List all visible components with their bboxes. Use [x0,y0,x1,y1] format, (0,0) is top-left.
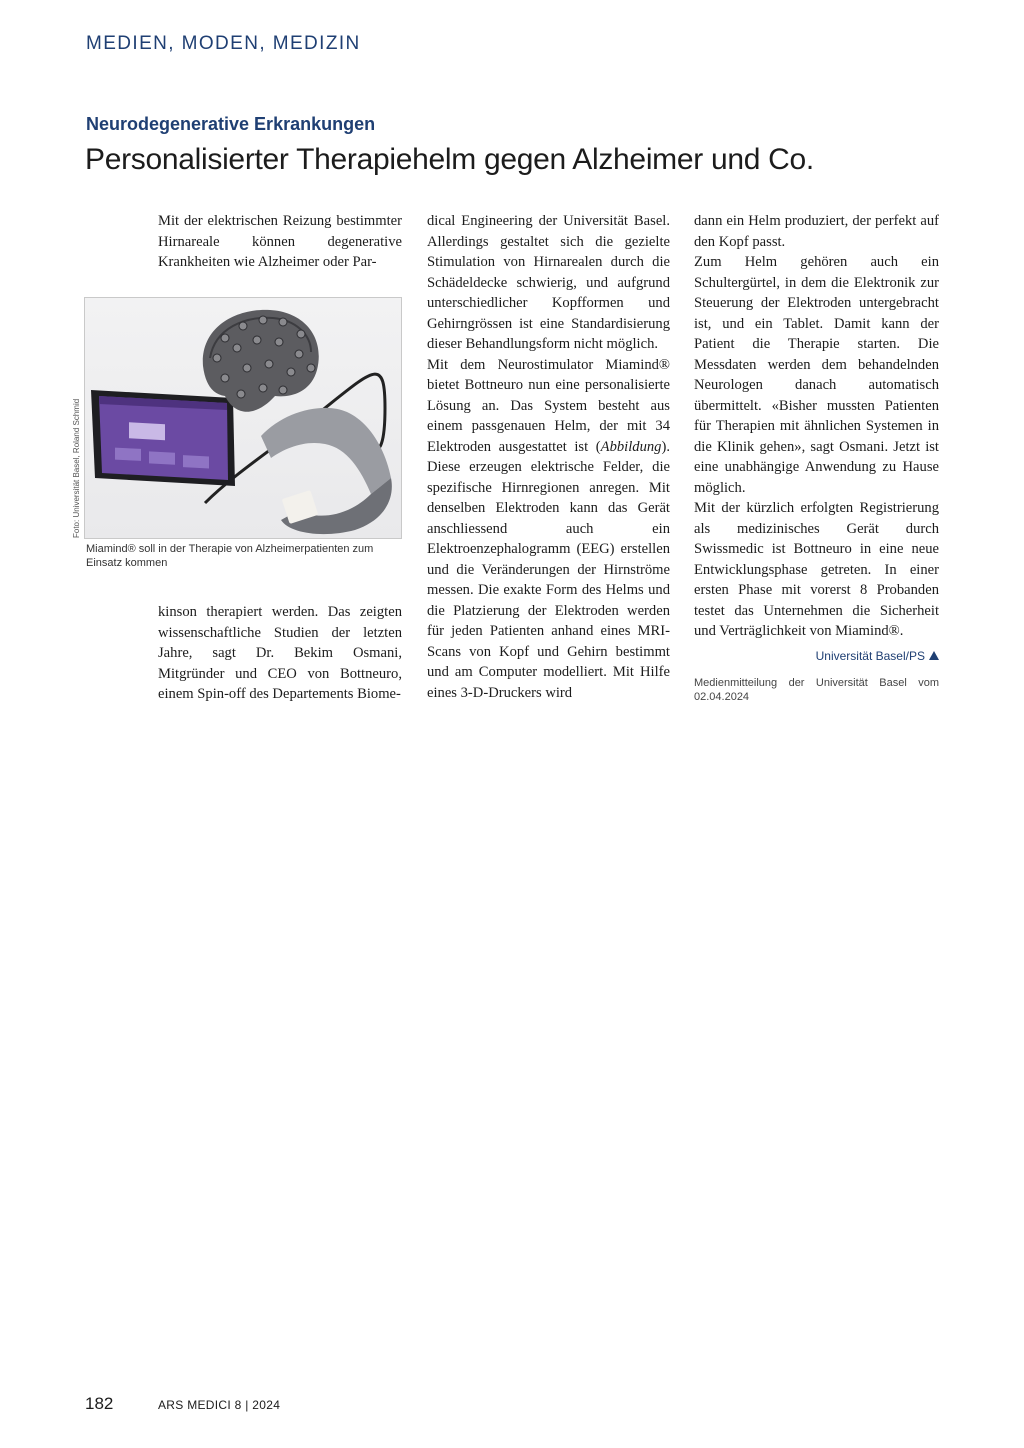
article-signature [694,646,939,667]
body-paragraph: Zum Helm gehören auch ein Schultergürtel, in dem die Elektronik zur Steuerung der Elektroden untergebracht ist, und ein Tablet. Damit kann der Patient die Therapie starten. Die Messdaten werden dem behandelnden Neurologen danach automatisch übermittelt. «Bisher mussten Patienten für Therapien mit ähnlichen Systemen in die Klinik gehen», sagt Osmani. Jetzt ist eine unabhängige Anwendung zu Hause möglich. [694,254,939,496]
body-text: ). Diese erzeugen elektrische Felder, die spezifische Hirnregionen anregen. Mit denselben Elektroden kann das Gerät anschliessend auch ein Elektroenzephalogramm (EEG) erstellen und die Veränderungen der Hirnströme messen. Die exakte Form des Helms und die Platzierung der Elektroden werden für jeden Patienten anhand eines MRI-Scans von Kopf und Gehirn bestimmt und am Computer modelliert. Mit Hilfe eines 3-D-Druckers wird [427,438,670,701]
article-column-1-top [158,211,402,273]
publication-info: ARS MEDICI 8 | 2024 [158,1398,281,1412]
signature-text: Universität Basel/PS [815,648,925,663]
body-paragraph: kinson therapiert werden. Das zeigten wissenschaftliche Studien der letzten Jahre, sagt Dr. Bekim Osmani, Mitgründer und CEO von Bottneuro, einem Spin-off des Departements Biome- [158,604,402,702]
figure-photo [85,298,402,539]
tablet-image-icon [91,390,235,486]
photo-credit: Foto: Universität Basel, Roland Schmid [72,398,81,538]
end-triangle-icon [929,651,939,660]
electrode-helmet-image-icon [203,310,319,412]
figure-reference: Abbildung [600,438,662,455]
figure-caption: Miamind® soll in der Therapie von Alzheimerpatienten zum Einsatz kommen [86,543,374,569]
article-headline: Personalisierter Therapiehelm gegen Alzheimer und Co. [85,143,814,176]
shoulder-belt-image-icon [261,408,392,534]
body-paragraph: Mit der kürzlich erfolgten Registrierung als medizinisches Gerät durch Swissmedic ist Bottneuro in eine neue Entwicklungsphase getreten. In einer ersten Phase mit vorerst 8 Probanden testet das Unternehmen die Sicherheit und Verträglichkeit von Miamind®. [694,500,939,639]
body-paragraph [427,355,670,704]
section-label: MEDIEN, MODEN, MEDIZIN [86,33,361,54]
article-column-2 [427,211,670,703]
page-number: 182 [85,1394,114,1413]
body-paragraph: Mit der elektrischen Reizung bestimmter Hirnareale können degenerative Krankheiten wie Alzheimer oder Par- [158,213,402,270]
article-source: Medienmitteilung der Universität Basel vom 02.04.2024 [694,677,939,703]
body-text: Mit dem Neurostimulator Miamind® bietet Bottneuro nun eine personalisierte Lösung an. Das System besteht aus einem passgenauen Helm, der mit 34 Elektroden ausgestattet ist ( [427,356,670,455]
article-column-1-bottom [158,602,402,705]
article-column-3 [694,211,939,704]
article-kicker: Neurodegenerative Erkrankungen [86,114,376,134]
body-paragraph: dann ein Helm produziert, der perfekt auf den Kopf passt. [694,213,939,250]
body-paragraph: dical Engineering der Universität Basel. Allerdings gestaltet sich die gezielte Stimulation von Hirnarealen durch die Schädeldecke schwierig, und aufgrund unterschiedlicher Kopfformen und Gehirngrössen ist eine Standardisierung dieser Behandlungsform nicht möglich. [427,213,670,352]
article-figure [84,297,402,539]
